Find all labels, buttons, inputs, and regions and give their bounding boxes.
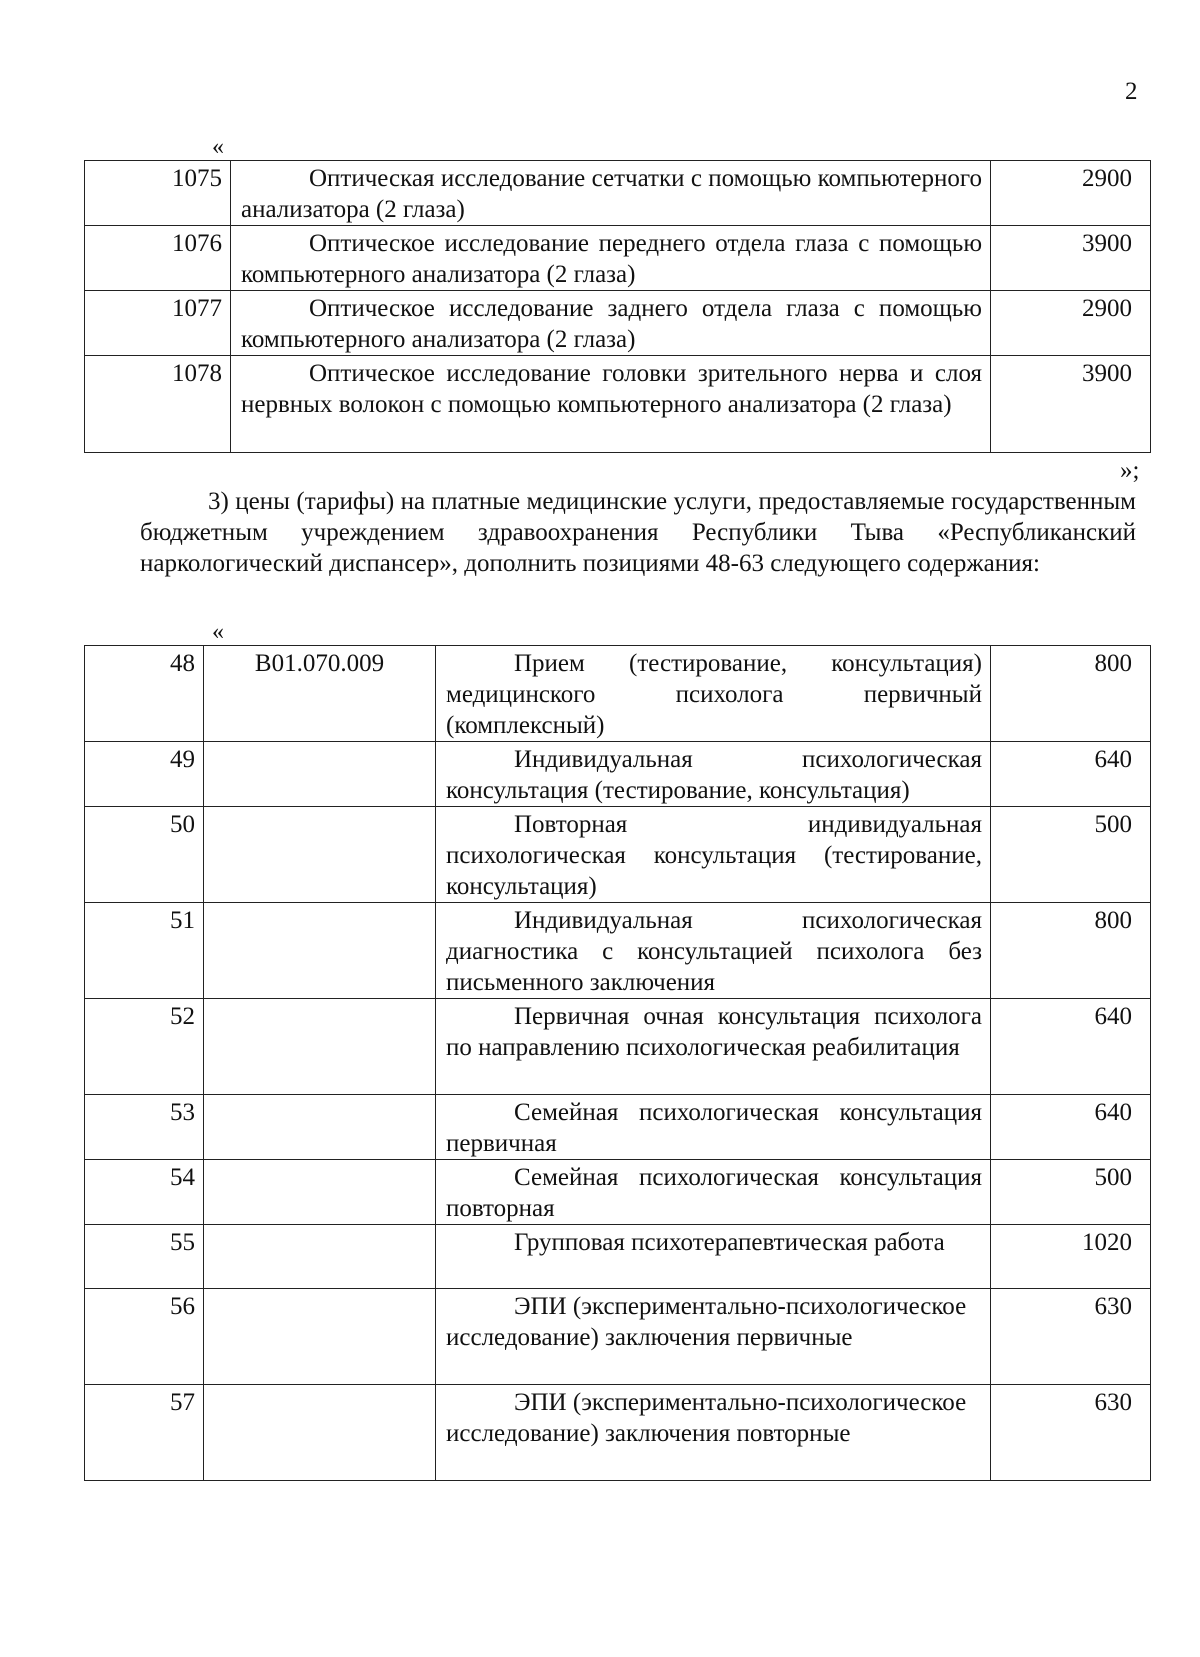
service-code xyxy=(204,1385,436,1481)
service-name: Групповая психотерапевтическая работа xyxy=(436,1225,991,1289)
service-name: Индивидуальная психологическая диагностика с консультацией психолога без письменного заключения xyxy=(436,903,991,999)
service-price: 800 xyxy=(991,646,1151,742)
row-number: 57 xyxy=(85,1385,204,1481)
service-price: 500 xyxy=(991,807,1151,903)
row-number: 50 xyxy=(85,807,204,903)
service-name: Повторная индивидуальная психологическая консультация (тестирование, консультация) xyxy=(436,807,991,903)
service-price: 2900 xyxy=(991,161,1151,226)
table-row xyxy=(85,1385,1151,1481)
service-price: 640 xyxy=(991,1095,1151,1160)
row-number: 1075 xyxy=(85,161,231,226)
service-price: 500 xyxy=(991,1160,1151,1225)
table-row xyxy=(85,1225,1151,1289)
service-price: 3900 xyxy=(991,356,1151,453)
table-row xyxy=(85,226,1151,291)
service-price: 630 xyxy=(991,1289,1151,1385)
table-row xyxy=(85,807,1151,903)
service-name: Первичная очная консультация психолога по направлению психологическая реабилитация xyxy=(436,999,991,1095)
row-number: 56 xyxy=(85,1289,204,1385)
page-number: 2 xyxy=(1125,78,1138,105)
opening-quote-1: « xyxy=(212,134,224,160)
service-price: 630 xyxy=(991,1385,1151,1481)
service-code xyxy=(204,999,436,1095)
table-ophthalmology xyxy=(84,160,1151,453)
service-name: Оптическое исследование переднего отдела глаза с помощью компьютерного анализатора (2 глаза) xyxy=(231,226,991,291)
table-row xyxy=(85,161,1151,226)
table-row xyxy=(85,1160,1151,1225)
table-row xyxy=(85,1095,1151,1160)
service-code xyxy=(204,1289,436,1385)
service-price: 640 xyxy=(991,999,1151,1095)
row-number: 55 xyxy=(85,1225,204,1289)
row-number: 1078 xyxy=(85,356,231,453)
service-code xyxy=(204,742,436,807)
service-price: 800 xyxy=(991,903,1151,999)
table-row xyxy=(85,291,1151,356)
service-price: 3900 xyxy=(991,226,1151,291)
row-number: 51 xyxy=(85,903,204,999)
service-price: 1020 xyxy=(991,1225,1151,1289)
service-name: Оптическое исследование заднего отдела глаза с помощью компьютерного анализатора (2 глаза) xyxy=(231,291,991,356)
paragraph-3: 3) цены (тарифы) на платные медицинские услуги, предоставляемые государственным бюджетным учреждением здравоохранения Республики Тыва «Республиканский наркологический диспансер», дополнить позициями 48-63 следующего содержания: xyxy=(140,488,1136,577)
service-name: Семейная психологическая консультация повторная xyxy=(436,1160,991,1225)
table-narcology xyxy=(84,645,1151,1481)
row-number: 1076 xyxy=(85,226,231,291)
service-price: 640 xyxy=(991,742,1151,807)
row-number: 53 xyxy=(85,1095,204,1160)
service-code xyxy=(204,1160,436,1225)
service-name: Индивидуальная психологическая консультация (тестирование, консультация) xyxy=(436,742,991,807)
table-row xyxy=(85,356,1151,453)
row-number: 52 xyxy=(85,999,204,1095)
service-name: ЭПИ (экспериментально-психологическое исследование) заключения первичные xyxy=(436,1289,991,1385)
table-row xyxy=(85,742,1151,807)
service-name: Семейная психологическая консультация первичная xyxy=(436,1095,991,1160)
row-number: 54 xyxy=(85,1160,204,1225)
service-name: Оптическое исследование головки зрительного нерва и слоя нервных волокон с помощью компьютерного анализатора (2 глаза) xyxy=(231,356,991,453)
service-name: Оптическая исследование сетчатки с помощью компьютерного анализатора (2 глаза) xyxy=(231,161,991,226)
table-row xyxy=(85,903,1151,999)
opening-quote-2: « xyxy=(212,619,224,645)
service-code xyxy=(204,807,436,903)
service-name: Прием (тестирование, консультация) медицинского психолога первичный (комплексный) xyxy=(436,646,991,742)
table-row xyxy=(85,999,1151,1095)
closing-quote: »; xyxy=(1120,457,1140,484)
service-name: ЭПИ (экспериментально-психологическое исследование) заключения повторные xyxy=(436,1385,991,1481)
row-number: 48 xyxy=(85,646,204,742)
service-code xyxy=(204,1225,436,1289)
service-code: В01.070.009 xyxy=(204,646,436,742)
table-row xyxy=(85,646,1151,742)
service-code xyxy=(204,903,436,999)
service-code xyxy=(204,1095,436,1160)
row-number: 49 xyxy=(85,742,204,807)
service-price: 2900 xyxy=(991,291,1151,356)
row-number: 1077 xyxy=(85,291,231,356)
table-row xyxy=(85,1289,1151,1385)
